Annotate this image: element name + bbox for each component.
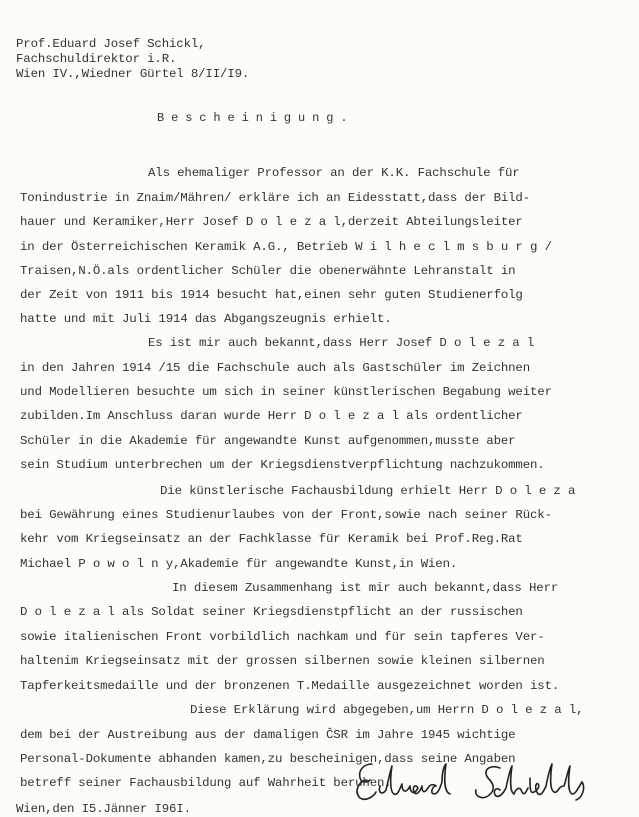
body-line: der Zeit von 1911 bis 1914 besucht hat,einen sehr guten Studienerfolg — [20, 288, 523, 302]
body-line: In diesem Zusammenhang ist mir auch bekannt,dass Herr — [172, 581, 559, 595]
body-line: hauer und Keramiker,Herr Josef D o l e z a l,derzeit Abteilungsleiter — [20, 215, 523, 229]
body-line: Es ist mir auch bekannt,dass Herr Josef D o l e z a l — [148, 336, 535, 350]
body-line: Personal-Dokumente abhanden kamen,zu bescheinigen,dass seine Angaben — [20, 752, 516, 766]
body-line: hatte und mit Juli 1914 das Abgangszeugnis erhielt. — [20, 312, 392, 326]
handwritten-signature — [350, 752, 610, 812]
body-line: sowie italienischen Front vorbildlich nachkam und für sein tapferes Ver- — [20, 630, 545, 644]
sender-name: Prof.Eduard Josef Schickl, — [16, 37, 206, 51]
body-line: Tonindustrie in Znaim/Mähren/ erkläre ich an Eidesstatt,dass der Bild- — [20, 191, 530, 205]
closing-date: Wien,den I5.Jänner I96I. — [16, 802, 191, 816]
body-line: Als ehemaliger Professor an der K.K. Fachschule für — [148, 166, 520, 180]
body-line: Traisen,N.Ö.als ordentlicher Schüler die obenerwähnte Lehranstalt in — [20, 264, 516, 278]
body-line: Diese Erklärung wird abgegeben,um Herrn D o l e z a l, — [190, 703, 584, 717]
body-line: sein Studium unterbrechen um der Kriegsdienstverpflichtung nachzukommen. — [20, 458, 545, 472]
body-line: betreff seiner Fachausbildung auf Wahrheit beruhen. — [20, 776, 392, 790]
body-line: haltenim Kriegseinsatz mit der grossen silbernen sowie kleinen silbernen — [20, 654, 545, 668]
body-line: in der Österreichischen Keramik A.G., Betrieb W i l h e c l m s b u r g / — [20, 240, 552, 254]
sender-title: Fachschuldirektor i.R. — [16, 52, 177, 66]
body-line: zubilden.Im Anschluss daran wurde Herr D o l e z a l als ordentlicher — [20, 409, 523, 423]
sender-address: Wien IV.,Wiedner Gürtel 8/II/I9. — [16, 67, 250, 81]
body-line: in den Jahren 1914 /15 die Fachschule auch als Gastschüler im Zeichnen — [20, 361, 530, 375]
body-line: Schüler in die Akademie für angewandte Kunst aufgenommen,musste aber — [20, 434, 516, 448]
body-line: Tapferkeitsmedaille und der bronzenen T.Medaille ausgezeichnet worden ist. — [20, 679, 560, 693]
body-line: Michael P o w o l n y,Akademie für angewandte Kunst,in Wien. — [20, 557, 458, 571]
body-line: dem bei der Austreibung aus der damaligen ČSR im Jahre 1945 wichtige — [20, 728, 516, 742]
body-line: kehr vom Kriegseinsatz an der Fachklasse für Keramik bei Prof.Reg.Rat — [20, 532, 523, 546]
document-heading: B e s c h e i n i g u n g . — [157, 111, 348, 125]
body-line: und Modellieren besuchte um sich in seiner künstlerischen Begabung weiter — [20, 385, 552, 399]
body-line: Die künstlerische Fachausbildung erhielt Herr D o l e z a — [160, 484, 576, 498]
body-line: D o l e z a l als Soldat seiner Kriegsdienstpflicht an der russischen — [20, 605, 523, 619]
body-line: bei Gewährung eines Studienurlaubes von der Front,sowie nach seiner Rück- — [20, 508, 552, 522]
